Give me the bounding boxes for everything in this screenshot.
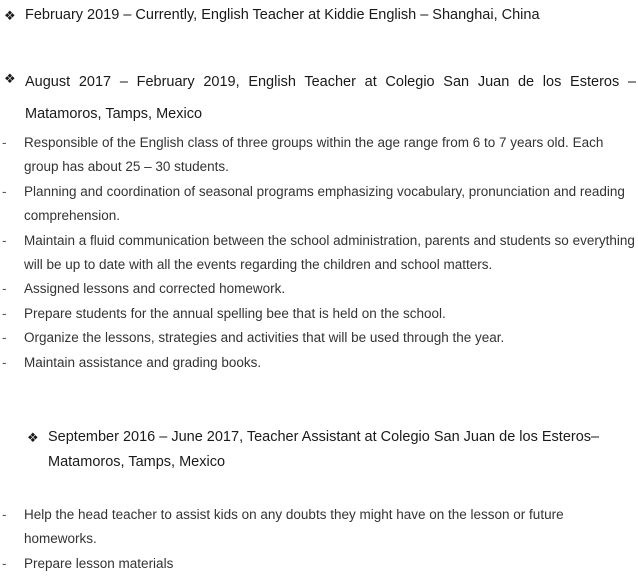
dash-bullet: - bbox=[2, 183, 7, 199]
dash-bullet: - bbox=[2, 232, 7, 248]
duty-text: Prepare students for the annual spelling bee that is held on the school. bbox=[24, 305, 446, 321]
duty-item bbox=[0, 180, 636, 229]
dash-bullet: - bbox=[2, 305, 7, 321]
diamond-bullet-icon: ❖ bbox=[27, 430, 39, 445]
duty-text: Planning and coordination of seasonal programs emphasizing vocabulary, pronunciation and reading comprehension. bbox=[24, 183, 625, 224]
job-heading-text: August 2017 – February 2019, English Teacher at Colegio San Juan de los Esteros – Matamoros, Tamps, Mexico bbox=[25, 74, 636, 122]
job-heading-teacher-assistant bbox=[0, 425, 636, 475]
job-heading-kiddie-english bbox=[0, 3, 636, 28]
dash-bullet: - bbox=[2, 281, 7, 297]
duty-text: Organize the lessons, strategies and activities that will be used through the year. bbox=[24, 330, 505, 346]
job-heading-colegio-teacher bbox=[0, 66, 636, 130]
dash-bullet: - bbox=[2, 354, 7, 370]
dash-bullet: - bbox=[2, 507, 7, 522]
job-duties-list-colegio-teacher bbox=[0, 131, 636, 375]
duty-item bbox=[0, 326, 636, 350]
duty-item bbox=[0, 131, 636, 180]
duty-item bbox=[0, 277, 636, 301]
duty-text: Maintain assistance and grading books. bbox=[24, 354, 262, 370]
diamond-bullet-icon: ❖ bbox=[4, 71, 16, 86]
duty-item bbox=[0, 229, 636, 278]
duty-item bbox=[0, 552, 636, 576]
duty-text: Maintain a fluid communication between the school administration, parents and students so everything will be up to date with all the events regarding the children and school matters. bbox=[24, 232, 635, 273]
duty-item bbox=[0, 302, 636, 326]
job-duties-list-teacher-assistant bbox=[0, 503, 636, 576]
dash-bullet: - bbox=[2, 330, 7, 346]
duty-text: Prepare lesson materials bbox=[24, 555, 174, 571]
job-heading-text: February 2019 – Currently, English Teacher at Kiddie English – Shanghai, China bbox=[25, 7, 540, 23]
duty-text: Assigned lessons and corrected homework. bbox=[24, 281, 286, 297]
duty-item bbox=[0, 503, 636, 552]
duty-text: Help the head teacher to assist kids on any doubts they might have on the lesson or future homeworks. bbox=[24, 507, 564, 547]
dash-bullet: - bbox=[2, 555, 7, 571]
duty-text: Responsible of the English class of three groups within the age range from 6 to 7 years old. Each group has about 25 – 30 students. bbox=[24, 135, 604, 175]
duty-item bbox=[0, 351, 636, 375]
diamond-bullet-icon: ❖ bbox=[4, 8, 16, 23]
job-heading-text: September 2016 – June 2017, Teacher Assistant at Colegio San Juan de los Esteros– Matamoros, Tamps, Mexico bbox=[48, 429, 600, 470]
dash-bullet: - bbox=[2, 135, 7, 150]
